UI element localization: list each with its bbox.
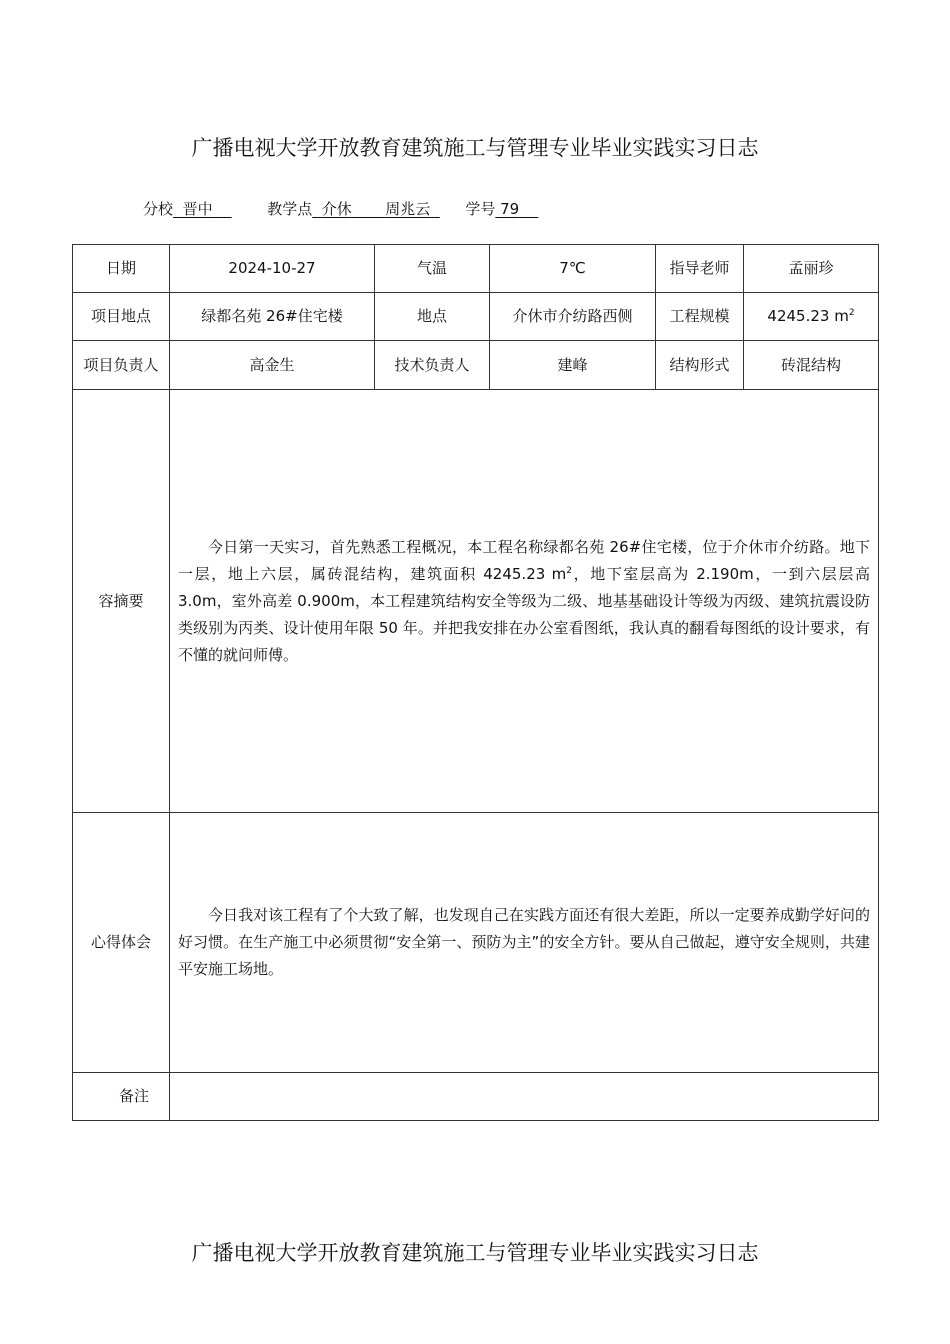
branch-label: 分校 xyxy=(143,200,174,218)
table-row xyxy=(73,390,879,813)
page-title: 广播电视大学开放教育建筑施工与管理专业毕业实践实习日志 xyxy=(191,136,759,160)
date-value: 2024-10-27 xyxy=(170,245,375,293)
weather-label: 气温 xyxy=(375,245,490,293)
tech-value: 建峰 xyxy=(490,341,656,390)
site-value: 介休 周兆云 xyxy=(321,200,431,218)
project-value: 绿都名苑 26#住宅楼 xyxy=(170,293,375,341)
summary-content xyxy=(170,390,879,813)
teacher-label: 指导老师 xyxy=(656,245,744,293)
table-row xyxy=(73,245,879,293)
summary-label: 容摘要 xyxy=(73,390,170,813)
next-page-title: 广播电视大学开放教育建筑施工与管理专业毕业实践实习日志 xyxy=(191,1241,759,1265)
reflection-label: 心得体会 xyxy=(73,813,170,1073)
location-value: 介休市介纺路西侧 xyxy=(490,293,656,341)
date-label: 日期 xyxy=(73,245,170,293)
table-row xyxy=(73,293,879,341)
table-row xyxy=(73,341,879,390)
scale-value: 4245.23 $m^2$ xyxy=(744,293,879,341)
header-meta xyxy=(143,198,538,219)
tech-label: 技术负责人 xyxy=(375,341,490,390)
remarks-label: 备注 xyxy=(73,1073,170,1121)
table-row xyxy=(73,1073,879,1121)
student-name: 周兆云 xyxy=(385,200,431,218)
teacher-value: 孟丽珍 xyxy=(744,245,879,293)
branch-value: 晋中 xyxy=(182,200,213,218)
weather-value: 7℃ xyxy=(490,245,656,293)
id-label: 学号 xyxy=(465,200,496,218)
reflection-text: 今日我对该工程有了个大致了解，也发现自己在实践方面还有很大差距，所以一定要养成勤学好问的好习惯。在生产施工中必须贯彻“安全第一、预防为主”的安全方针。要从自己做起，遵守安全规则，共建平安施工场地。 xyxy=(178,906,870,978)
structure-value: 砖混结构 xyxy=(744,341,879,390)
site-label: 教学点 xyxy=(267,200,313,218)
project-label: 项目地点 xyxy=(73,293,170,341)
id-value: 79 xyxy=(500,200,520,218)
location-label: 地点 xyxy=(375,293,490,341)
structure-label: 结构形式 xyxy=(656,341,744,390)
summary-text: 今日第一天实习，首先熟悉工程概况，本工程名称绿都名苑 26#住宅楼，位于介休市介纺路。地下一层，地上六层，属砖混结构，建筑面积 4245.23 $m^2$，地下室层高为 2.190m，一到六层层高 3.0m，室外高差 0.900m，本工程建筑结构安全等级为二级、地基基础设计等级为丙级、建筑抗震设防类级别为丙类、设计使用年限 50 年。并把我安排在办公室看图纸，我认真的翻看每图纸的设计要求，有不懂的就问师傅。 xyxy=(178,537,870,664)
manager-value: 高金生 xyxy=(170,341,375,390)
reflection-content xyxy=(170,813,879,1073)
manager-label: 项目负责人 xyxy=(73,341,170,390)
log-table xyxy=(72,244,879,1121)
remarks-value xyxy=(170,1073,879,1121)
table-row xyxy=(73,813,879,1073)
scale-label: 工程规模 xyxy=(656,293,744,341)
